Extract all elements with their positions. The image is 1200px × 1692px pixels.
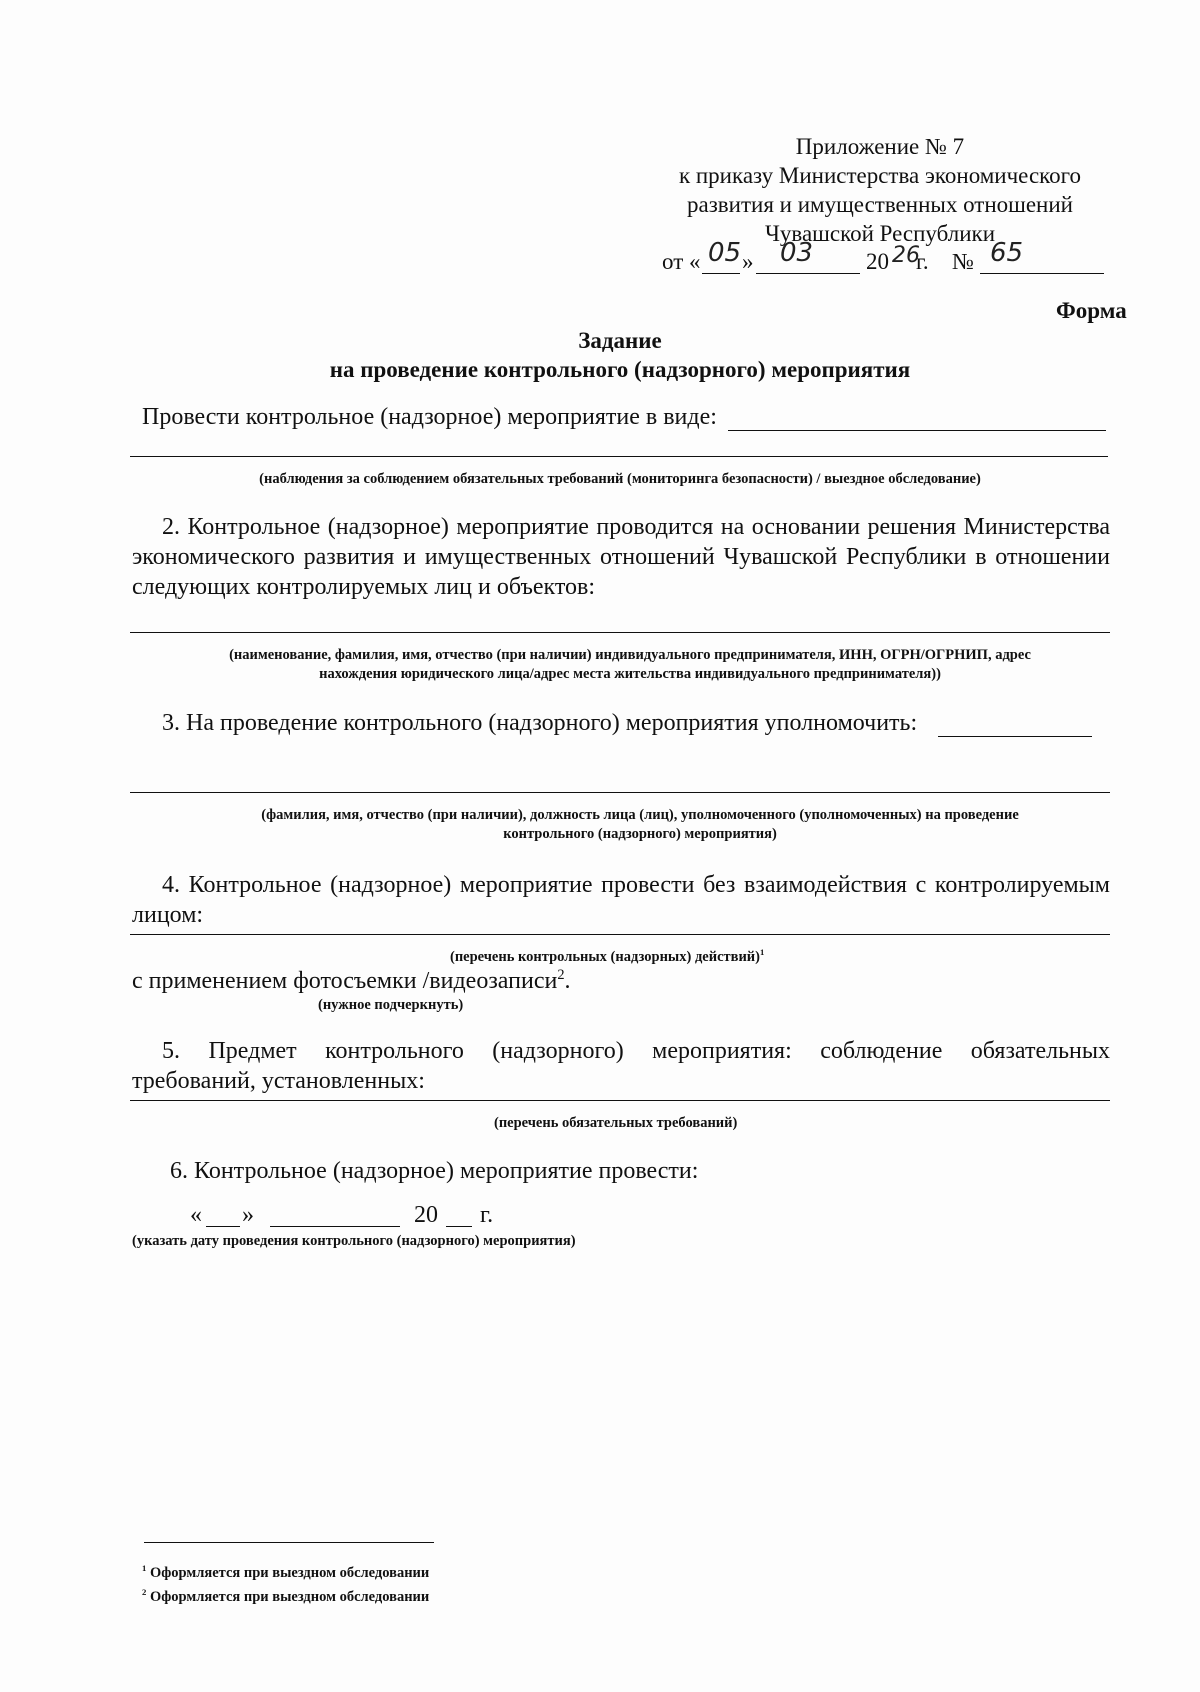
- footnote-ref-1: 1: [760, 947, 765, 958]
- item5-caption: (перечень обязательных требований): [494, 1115, 738, 1131]
- item6-caption: (указать дату проведения контрольного (надзорного) мероприятия): [132, 1233, 576, 1249]
- item2-caption-line1: (наименование, фамилия, имя, отчество (при наличии) индивидуального предпринимателя, ИНН, ОГРН/ОГРНИП, адрес: [229, 647, 1031, 663]
- photo-caption: (нужное подчеркнуть): [318, 997, 464, 1013]
- item4-caption: (перечень контрольных (надзорных) действий)$^1$: [450, 947, 765, 965]
- item4-line1: 4. Контрольное (надзорное) мероприятие провести без взаимодействия с контролируемым: [162, 872, 1110, 898]
- footnote-2: $^2$ Оформляется при выездном обследовании: [142, 1587, 430, 1605]
- date-year-g: г.: [916, 249, 929, 274]
- date-prefix: от «: [662, 249, 701, 274]
- order-number: 65: [990, 238, 1024, 268]
- photo-text: с применением фотосъемки /видеозаписи: [132, 968, 558, 994]
- item2-caption: [140, 646, 1120, 684]
- date-day: 05: [708, 238, 742, 268]
- date-year-suffix: 26: [892, 243, 920, 268]
- footnote-ref-2: 2: [557, 967, 565, 983]
- appendix-number: Приложение № 7: [795, 134, 965, 159]
- appendix-republic: Чувашской Республики: [764, 221, 996, 246]
- date-day-close: »: [742, 249, 754, 274]
- item3-text: 3. На проведение контрольного (надзорного) мероприятия уполномочить:: [162, 710, 918, 736]
- item3-caption: [150, 806, 1130, 844]
- footnote-separator: [144, 1542, 434, 1543]
- item5-line1: 5. Предмет контрольного (надзорного) мероприятия: соблюдение обязательных: [162, 1038, 1110, 1064]
- item5-line2: требований, установленных:: [132, 1068, 425, 1094]
- document-title: [200, 326, 1040, 384]
- item4-paragraph: [132, 870, 1110, 930]
- item2-line2: экономического развития и имущественных отношений Чувашской Республики в отношении: [132, 544, 1110, 570]
- appendix-header: [640, 132, 1120, 248]
- date-month: 03: [780, 238, 814, 268]
- order-date-line: [662, 238, 1132, 279]
- item6-text: 6. Контрольное (надзорное) мероприятие провести:: [170, 1158, 699, 1184]
- item2-line3: следующих контролируемых лиц и объектов:: [132, 574, 596, 600]
- item1-text: Провести контрольное (надзорное) мероприятие в виде:: [142, 404, 717, 430]
- item3-caption-line2: контрольного (надзорного) мероприятия): [503, 826, 777, 842]
- title-line2: на проведение контрольного (надзорного) мероприятия: [329, 357, 911, 382]
- title-line1: Задание: [578, 328, 662, 353]
- footnote-1: $^1$ Оформляется при выездном обследовании: [142, 1563, 430, 1581]
- item2-paragraph: [132, 512, 1110, 602]
- item2-caption-line2: нахождения юридического лица/адрес места жительства индивидуального предпринимателя)): [319, 666, 941, 682]
- appendix-ministry: развития и имущественных отношений: [687, 192, 1073, 217]
- item5-paragraph: [132, 1036, 1110, 1096]
- item6-date-line: « » 20 г.: [190, 1202, 494, 1228]
- order-number-label: №: [952, 249, 974, 274]
- date-year-prefix: 20: [866, 249, 889, 274]
- item2-line1: 2. Контрольное (надзорное) мероприятие проводится на основании решения Министерства: [162, 514, 1110, 540]
- form-label: Форма: [1056, 298, 1127, 323]
- item3-caption-line1: (фамилия, имя, отчество (при наличии), должность лица (лиц), уполномоченного (уполномоченных) на проведение: [261, 807, 1019, 823]
- item1-caption: (наблюдения за соблюдением обязательных требований (мониторинга безопасности) / выездное обследование): [259, 471, 981, 487]
- appendix-order-ref: к приказу Министерства экономического: [678, 163, 1082, 188]
- item4-line2: лицом:: [132, 902, 204, 928]
- item4-photo-line: с применением фотосъемки /видеозаписи$^2$.: [132, 967, 571, 994]
